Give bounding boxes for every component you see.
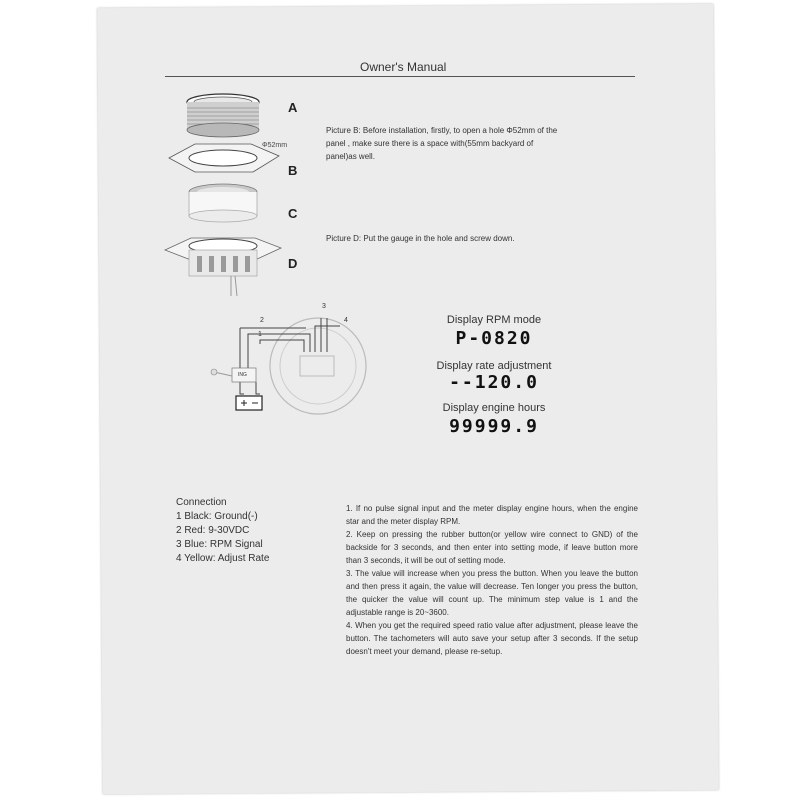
instruction-step-2: 2. Keep on pressing the rubber button(or yellow wire connect to GND) of the backside for 3 seconds, and then enter into setting mode, if leave button more than 3 seconds, it will be out of setting mode. [346,530,638,565]
display-rate-value: --120.0 [449,372,539,393]
label-b: B [288,163,298,178]
display-rpm-label: Display RPM mode [446,314,542,326]
connection-item: 2 Red: 9-30VDC [176,525,250,536]
instruction-step-3: 3. The value will increase when you press the button. When you leave the button and then press it again, the value will decrease. Ten longer you press the button, the quicker the value will count up. The minimum step value is 1 and the adjustable range is 20~3600. [346,569,638,617]
gauge-part-a [187,94,259,137]
wire-2-label: 2 [260,317,264,324]
display-rpm-value: P-0820 [455,328,533,349]
hole-size-label: Φ52mm [262,142,288,149]
connection-item: 4 Yellow: Adjust Rate [176,553,270,564]
display-hours-label: Display engine hours [442,402,546,414]
page-title: Owner's Manual [360,60,447,74]
label-d: D [288,256,298,271]
nut-part-c [189,184,257,222]
wire-4-label: 4 [344,317,348,324]
display-rate-label: Display rate adjustment [436,360,552,372]
instruction-step-4: 4. When you get the required speed ratio value after adjustment, please leave the button. The tachometers will auto save your setup after 3 seconds. If the setup doesn't meet your demand, please re-setup. [346,621,638,656]
display-hours-value: 99999.9 [449,416,539,437]
wire-1-label: 1 [258,331,262,338]
picture-d-text: Picture D: Put the gauge in the hole and screw down. [326,234,515,243]
instruction-step-1: 1. If no pulse signal input and the meter display engine hours, when the engine star and the meter display RPM. [346,504,638,526]
connection-item: 3 Blue: RPM Signal [176,539,263,550]
wire-3-label: 3 [322,303,326,310]
ignition-label: ING [238,372,247,378]
connection-list [176,496,269,566]
ignition-switch [211,368,256,382]
connection-item: 1 Black: Ground(-) [176,511,258,522]
battery-icon [236,396,262,410]
connection-heading: Connection [176,497,227,508]
assembly-part-d [165,238,281,296]
title-divider [165,76,635,77]
label-a: A [288,100,298,115]
label-c: C [288,206,298,221]
picture-b-text: Picture B: Before installation, firstly, to open a hole Φ52mm of the panel , make sure there is a space with(55mm backyard of panel)as well. [326,126,558,161]
instructions [346,502,638,658]
installation-diagram [155,90,288,300]
gauge-back-outline [270,318,366,414]
